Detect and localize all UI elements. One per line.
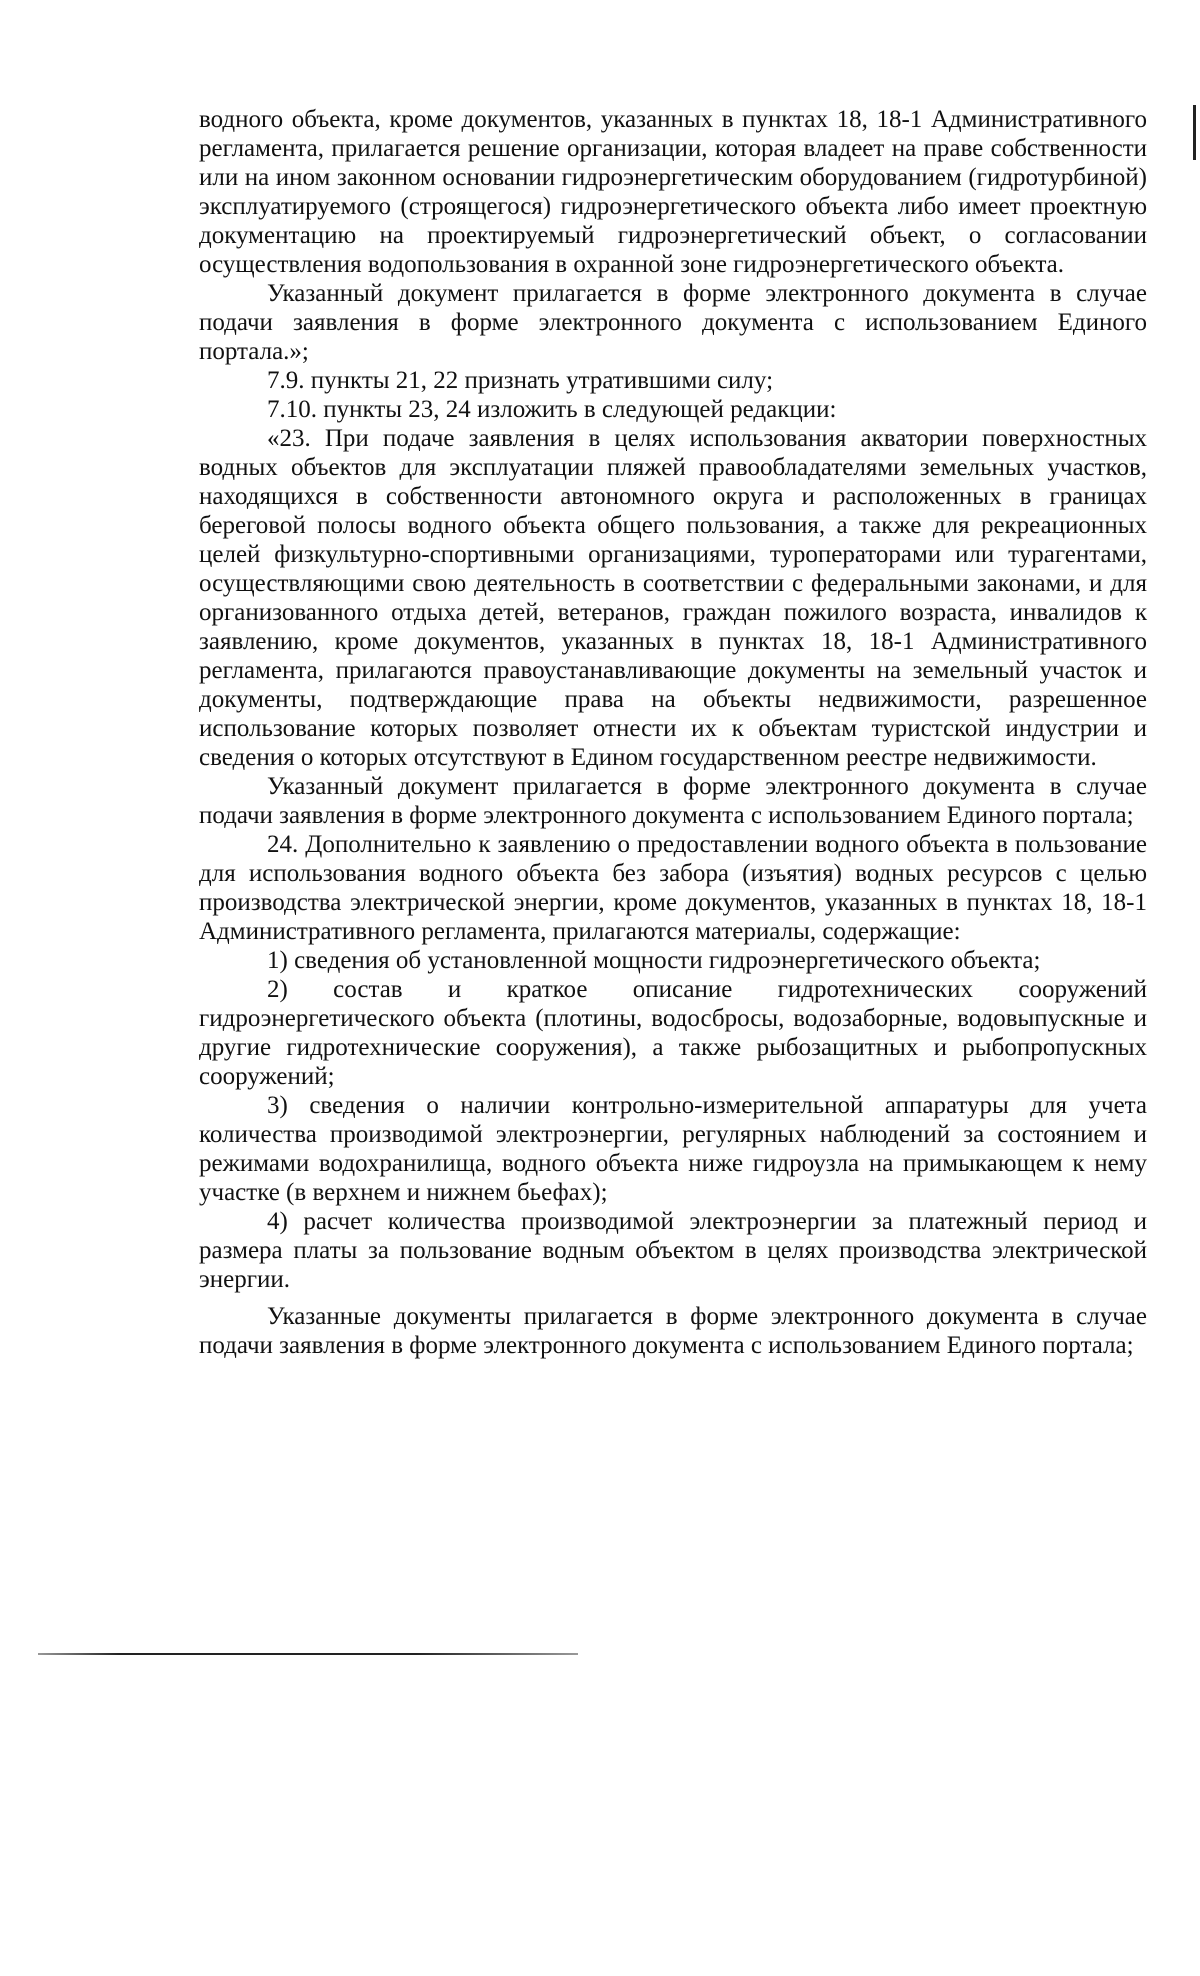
paragraph-6: Указанный документ прилагается в форме электронного документа в случае подачи заявления в форме электронного документа с использованием Единого портала; — [199, 773, 1147, 829]
paragraph-12: Указанные документы прилагается в форме электронного документа в случае подачи заявления в форме электронного документа с использованием Единого портала; — [199, 1303, 1147, 1359]
paragraph-10: 3) сведения о наличии контрольно-измерительной аппаратуры для учета количества производимой электроэнергии, регулярных наблюдений за состоянием и режимами водохранилища, водного объекта ниже гидроузла на примыкающем к нему участке (в верхнем и нижнем бьефах); — [199, 1092, 1147, 1206]
page-edge-mark — [1193, 105, 1196, 160]
paragraph-11: 4) расчет количества производимой электроэнергии за платежный период и размера платы за пользование водным объектом в целях производства электрической энергии. — [199, 1208, 1147, 1293]
paragraph-3: 7.9. пункты 21, 22 признать утратившими силу; — [267, 367, 774, 394]
paragraph-4: 7.10. пункты 23, 24 изложить в следующей редакции: — [267, 396, 837, 423]
paragraph-5: «23. При подаче заявления в целях использования акватории поверхностных водных объектов для эксплуатации пляжей правообладателями земельных участков, находящихся в собственности автономного округа и расположенных в границах береговой полосы водного объекта общего пользования, а также для рекреационных целей физкультурно-спортивными организациями, туроператорами или турагентами, осуществляющими свою деятельность в соответствии с федеральными законами, и для организованного отдыха детей, ветеранов, граждан пожилого возраста, инвалидов к заявлению, кроме документов, указанных в пунктах 18, 18-1 Административного регламента, прилагаются правоустанавливающие документы на земельный участок и документы, подтверждающие права на объекты недвижимости, разрешенное использование которых позволяет отнести их к объектам туристской индустрии и сведения о которых отсутствуют в Едином государственном реестре недвижимости. — [199, 425, 1147, 771]
paragraph-1: водного объекта, кроме документов, указанных в пунктах 18, 18-1 Административного регламента, прилагается решение организации, которая владеет на праве собственности или на ином законном основании гидроэнергетическим оборудованием (гидротурбиной) эксплуатируемого (строящегося) гидроэнергетического объекта либо имеет проектную документацию на проектируемый гидроэнергетический объект, о согласовании осуществления водопользования в охранной зоне гидроэнергетического объекта. — [199, 106, 1147, 278]
footnote-separator-line — [38, 1653, 578, 1655]
paragraph-9: 2) состав и краткое описание гидротехнических сооружений гидроэнергетического объекта (плотины, водосбросы, водозаборные, водовыпускные и другие гидротехнические сооружения), а также рыбозащитных и рыбопропускных сооружений; — [199, 976, 1147, 1090]
document-body — [199, 105, 1147, 1360]
paragraph-8: 1) сведения об установленной мощности гидроэнергетического объекта; — [267, 947, 1041, 974]
paragraph-7: 24. Дополнительно к заявлению о предоставлении водного объекта в пользование для использования водного объекта без забора (изъятия) водных ресурсов с целью производства электрической энергии, кроме документов, указанных в пунктах 18, 18-1 Административного регламента, прилагаются материалы, содержащие: — [199, 831, 1147, 945]
paragraph-2: Указанный документ прилагается в форме электронного документа в случае подачи заявления в форме электронного документа с использованием Единого портала.»; — [199, 280, 1147, 365]
